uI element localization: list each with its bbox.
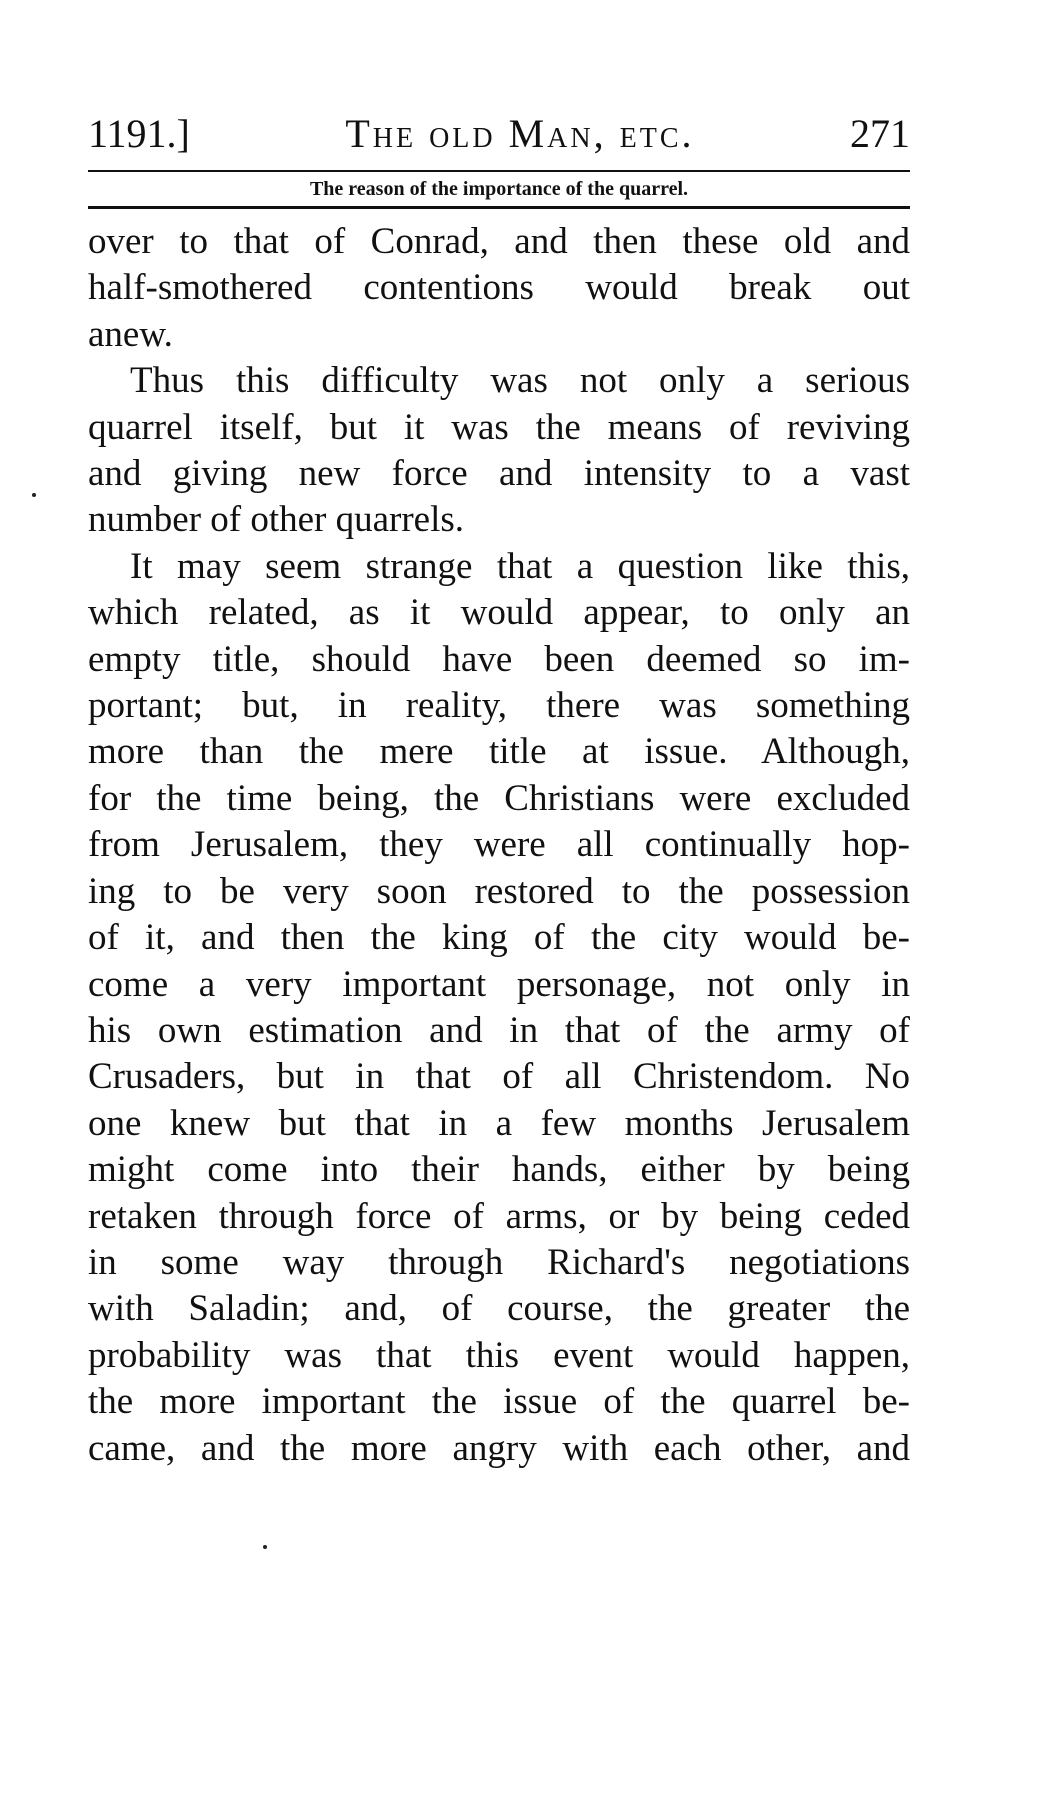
text-line: came, and the more angry with each other, and xyxy=(88,1427,910,1469)
running-head xyxy=(88,108,910,164)
paragraph-2 xyxy=(88,358,910,544)
text-line: anew. xyxy=(88,313,173,355)
text-line: retaken through force of arms, or by being ceded xyxy=(88,1195,910,1237)
text-line: one knew but that in a few months Jerusalem xyxy=(88,1102,910,1144)
paragraph-3 xyxy=(88,544,910,1472)
text-line: the more important the issue of the quarrel be- xyxy=(88,1381,910,1423)
text-line: of it, and then the king of the city would be- xyxy=(88,917,910,959)
sidenote: The reason of the importance of the quarrel. xyxy=(309,178,689,200)
text-line: in some way through Richard's negotiations xyxy=(88,1241,910,1283)
book-page xyxy=(88,108,910,1472)
text-line: might come into their hands, either by being xyxy=(88,1149,910,1191)
body-text xyxy=(88,219,910,1472)
text-line: half-smothered contentions would break out xyxy=(88,267,910,309)
header-title: The old Man, etc. xyxy=(345,111,695,156)
header-year: 1191.] xyxy=(88,111,190,156)
text-line: quarrel itself, but it was the means of reviving xyxy=(88,406,910,448)
text-line: which related, as it would appear, to only an xyxy=(88,592,910,634)
text-line: his own estimation and in that of the army of xyxy=(88,1009,910,1051)
text-line: over to that of Conrad, and then these old and xyxy=(88,221,910,262)
text-line: with Saladin; and, of course, the greater the xyxy=(88,1288,910,1330)
sidenote-rule xyxy=(88,206,910,209)
text-line: for the time being, the Christians were excluded xyxy=(88,777,910,819)
text-line: probability was that this event would happen, xyxy=(88,1334,910,1376)
text-line: empty title, should have been deemed so im- xyxy=(88,638,910,680)
text-line: portant; but, in reality, there was something xyxy=(88,685,910,727)
print-speck xyxy=(263,1545,267,1549)
print-speck xyxy=(32,493,36,497)
text-line: Crusaders, but in that of all Christendom. No xyxy=(88,1056,910,1098)
text-line: and giving new force and intensity to a vast xyxy=(88,453,910,495)
text-line: more than the mere title at issue. Although, xyxy=(88,731,910,773)
text-line: come a very important personage, not only in xyxy=(88,963,910,1005)
text-line: Thus this difficulty was not only a serious xyxy=(130,360,910,402)
page-number: 271 xyxy=(849,111,910,156)
text-line: number of other quarrels. xyxy=(88,499,465,541)
text-line: ing to be very soon restored to the possession xyxy=(88,870,910,912)
paragraph-1 xyxy=(88,219,910,358)
text-line: from Jerusalem, they were all continually hop- xyxy=(88,824,910,866)
text-line: It may seem strange that a question like this, xyxy=(130,545,910,587)
